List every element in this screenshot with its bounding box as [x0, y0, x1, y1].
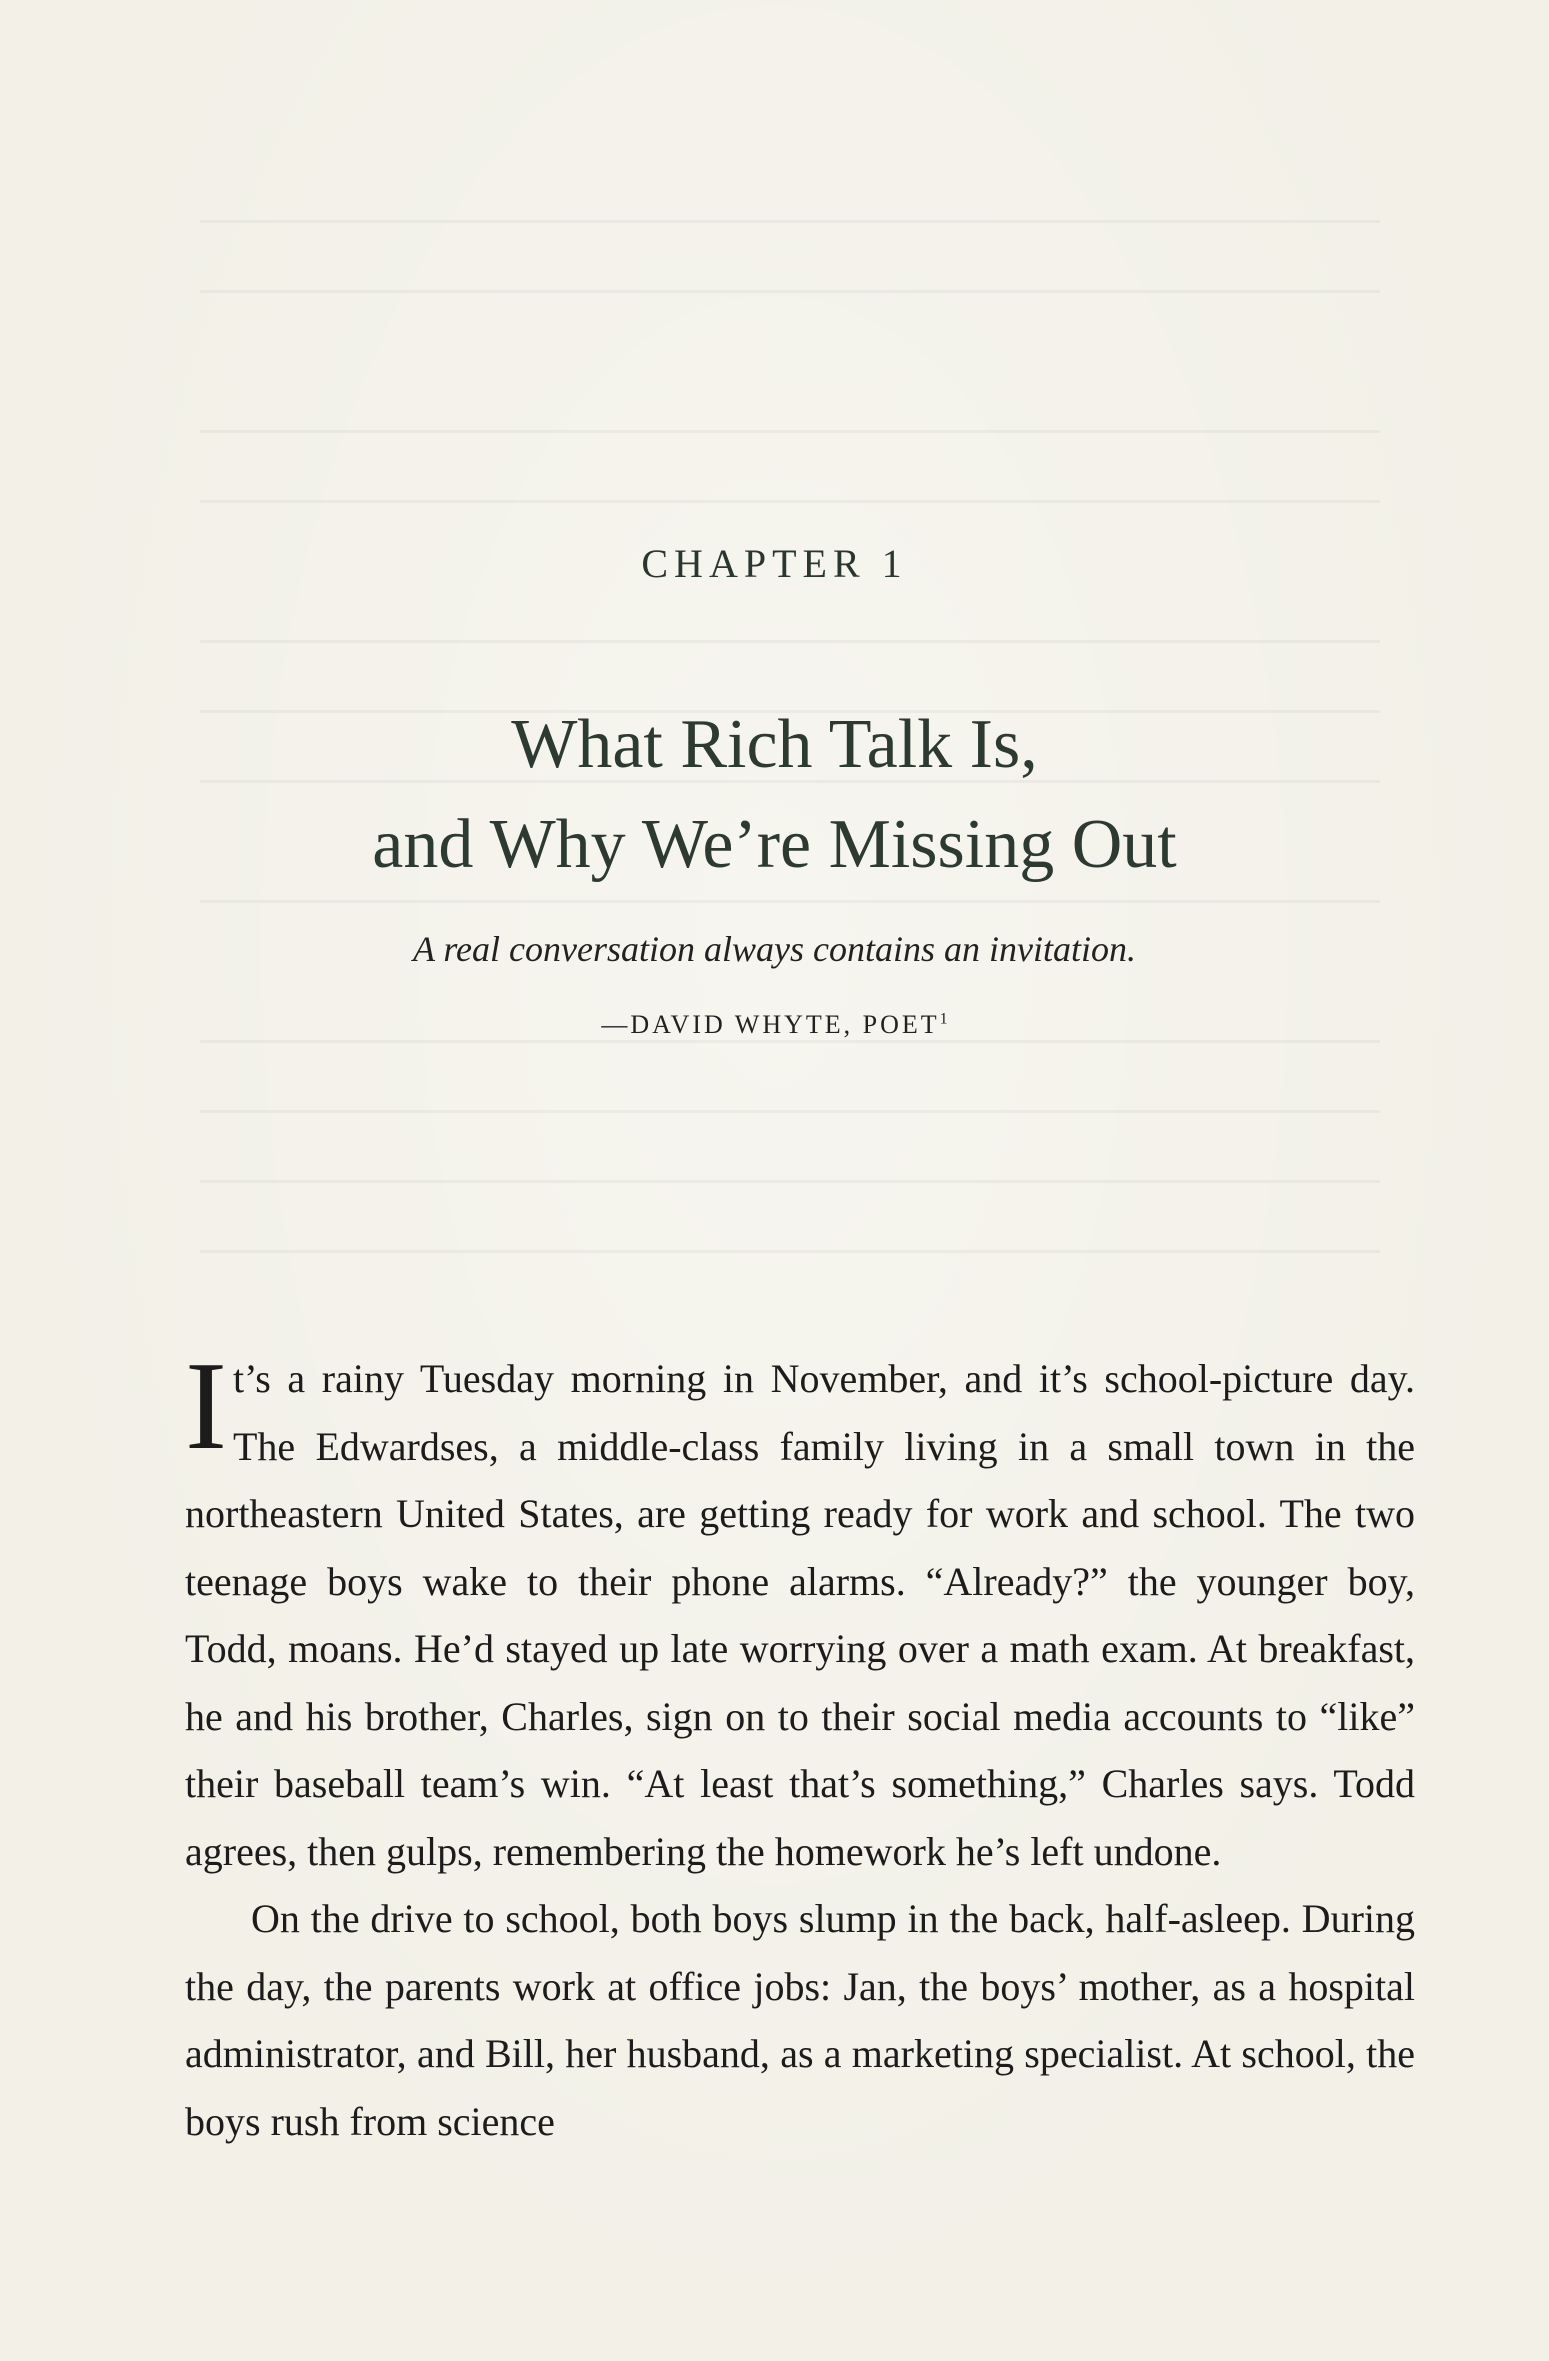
paragraph-2: On the drive to school, both boys slump in the back, half-asleep. During the day, the parents work at office jobs: Jan, the boys’ mother, as a hospital administrator, and Bill, her husband, as a marketing specialist. At school, the boys rush from science	[185, 1896, 1415, 2144]
chapter-title-line-2: and Why We’re Missing Out	[372, 806, 1177, 883]
footnote-marker: 1	[939, 1010, 948, 1028]
attribution-text: —DAVID WHYTE, POET	[601, 1010, 940, 1039]
chapter-number: CHAPTER 1	[641, 541, 908, 586]
body-text	[185, 1337, 1415, 2155]
chapter-title	[0, 695, 1549, 895]
drop-cap: I	[185, 1337, 227, 1476]
epigraph-attribution	[0, 1010, 1549, 1040]
epigraph-quote: A real conversation always contains an invitation.	[413, 929, 1136, 969]
paragraph-1	[185, 1337, 1415, 1885]
chapter-title-line-1: What Rich Talk Is,	[511, 706, 1038, 783]
paragraph-1-text: t’s a rainy Tuesday morning in November, and it’s school-picture day. The Edwardses, a middle-class family living in a small town in the northeastern United States, are getting ready for work and school. The two teenage boys wake to their phone alarms. “Already?” the younger boy, Todd, moans. He’d stayed up late worrying over a math exam. At breakfast, he and his brother, Charles, sign on to their social media accounts to “like” their baseball team’s win. “At least that’s something,” Charles says. Todd agrees, then gulps, remembering the homework he’s left undone.	[185, 1356, 1415, 1874]
